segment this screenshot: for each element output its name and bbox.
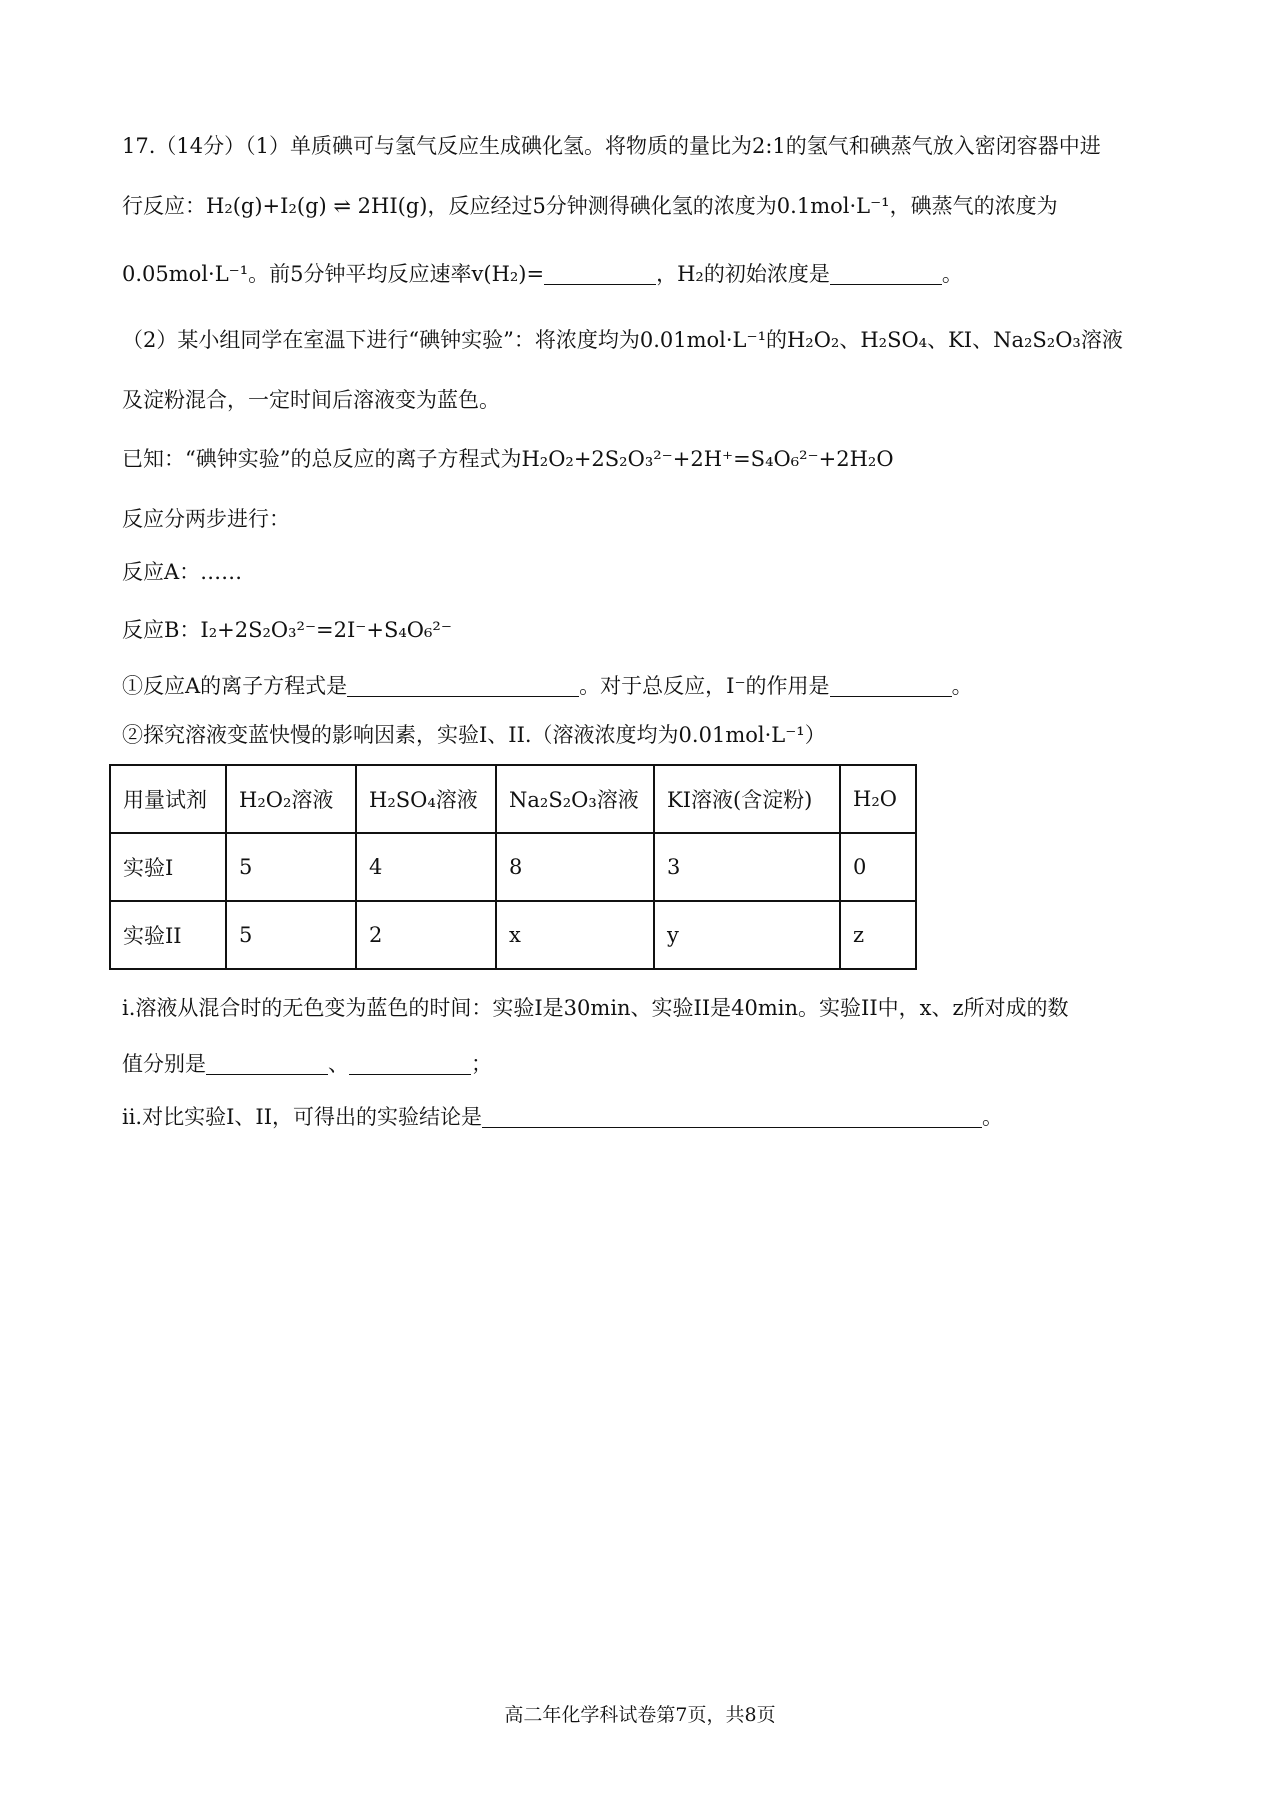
q17-line-9: 反应B：I₂+2S₂O₃²⁻=2I⁻+S₄O₆²⁻ (122, 618, 452, 642)
answer-blank-rate[interactable] (544, 262, 656, 285)
q17-line-3 (122, 259, 963, 289)
table-header-cell: Na₂S₂O₃溶液 (496, 765, 654, 833)
table-cell: x (496, 901, 654, 969)
q17-line-1: 17.（14分）（1）单质碘可与氢气反应生成碘化氢。将物质的量比为2:1的氢气和碘蒸气放入密闭容器中进 (122, 134, 1101, 158)
table-cell: 5 (226, 833, 356, 901)
q17-line-4: （2）某小组同学在室温下进行“碘钟实验”：将浓度均为0.01mol·L⁻¹的H₂O₂、H₂SO₄、KI、Na₂S₂O₃溶液 (122, 328, 1123, 352)
answer-blank-initial-conc[interactable] (830, 262, 942, 285)
q17-line-5: 及淀粉混合，一定时间后溶液变为蓝色。 (122, 388, 500, 412)
q17-line-3-text-a: 0.05mol·L⁻¹。前5分钟平均反应速率v(H₂)= (122, 262, 545, 286)
q17-line-3-text-c: 。 (941, 262, 963, 286)
answer-blank-reaction-a[interactable] (347, 674, 579, 697)
q17-line-10-text-b: 。对于总反应，I⁻的作用是 (579, 674, 830, 698)
q17-line-14 (122, 1102, 1003, 1132)
table-header-row (110, 765, 916, 833)
answer-blank-iodide-role[interactable] (830, 674, 952, 697)
q17-line-7: 反应分两步进行： (122, 507, 290, 531)
q17-line-10 (122, 671, 973, 701)
q17-line-13 (122, 1049, 492, 1079)
table-row (110, 901, 916, 969)
q17-line-2: 行反应：H₂(g)+I₂(g) ⇌ 2HI(g)，反应经过5分钟测得碘化氢的浓度为0.1mol·L⁻¹，碘蒸气的浓度为 (122, 194, 1058, 218)
table-header-cell: 用量试剂 (110, 765, 226, 833)
table-header-cell: H₂O (840, 765, 916, 833)
table-cell: y (654, 901, 840, 969)
table-cell: z (840, 901, 916, 969)
q17-line-13-text-a: 值分别是 (122, 1052, 206, 1076)
q17-line-11: ②探究溶液变蓝快慢的影响因素，实验I、II.（溶液浓度均为0.01mol·L⁻¹） (122, 723, 826, 747)
q17-line-14-text-b: 。 (982, 1105, 1003, 1129)
table-header-cell: H₂O₂溶液 (226, 765, 356, 833)
table-cell: 2 (356, 901, 496, 969)
table-cell: 4 (356, 833, 496, 901)
q17-line-13-text-b: 、 (328, 1052, 349, 1076)
answer-blank-x[interactable] (206, 1052, 328, 1075)
q17-line-10-text-a: ①反应A的离子方程式是 (122, 674, 348, 698)
table-cell: 实验II (110, 901, 226, 969)
q17-line-12: i.溶液从混合时的无色变为蓝色的时间：实验I是30min、实验II是40min。实验II中，x、z所对成的数 (122, 996, 1069, 1020)
q17-line-14-text-a: ii.对比实验I、II，可得出的实验结论是 (122, 1105, 482, 1129)
table-cell: 3 (654, 833, 840, 901)
experiment-table (109, 764, 917, 970)
q17-line-3-text-b: ，H₂的初始浓度是 (656, 262, 830, 286)
q17-line-6: 已知：“碘钟实验”的总反应的离子方程式为H₂O₂+2S₂O₃²⁻+2H⁺=S₄O₆²⁻+2H₂O (122, 447, 894, 471)
table-cell: 实验I (110, 833, 226, 901)
q17-line-10-text-c: 。 (951, 674, 973, 698)
table-header-cell: H₂SO₄溶液 (356, 765, 496, 833)
table-row (110, 833, 916, 901)
answer-blank-conclusion[interactable] (482, 1105, 982, 1128)
table-header-cell: KI溶液(含淀粉) (654, 765, 840, 833)
page-footer: 高二年化学科试卷第7页，共8页 (504, 1704, 776, 1726)
answer-blank-z[interactable] (349, 1052, 471, 1075)
table-cell: 5 (226, 901, 356, 969)
table-cell: 0 (840, 833, 916, 901)
q17-line-13-text-c: ； (471, 1052, 492, 1076)
table-cell: 8 (496, 833, 654, 901)
q17-line-8: 反应A：…… (122, 560, 243, 584)
